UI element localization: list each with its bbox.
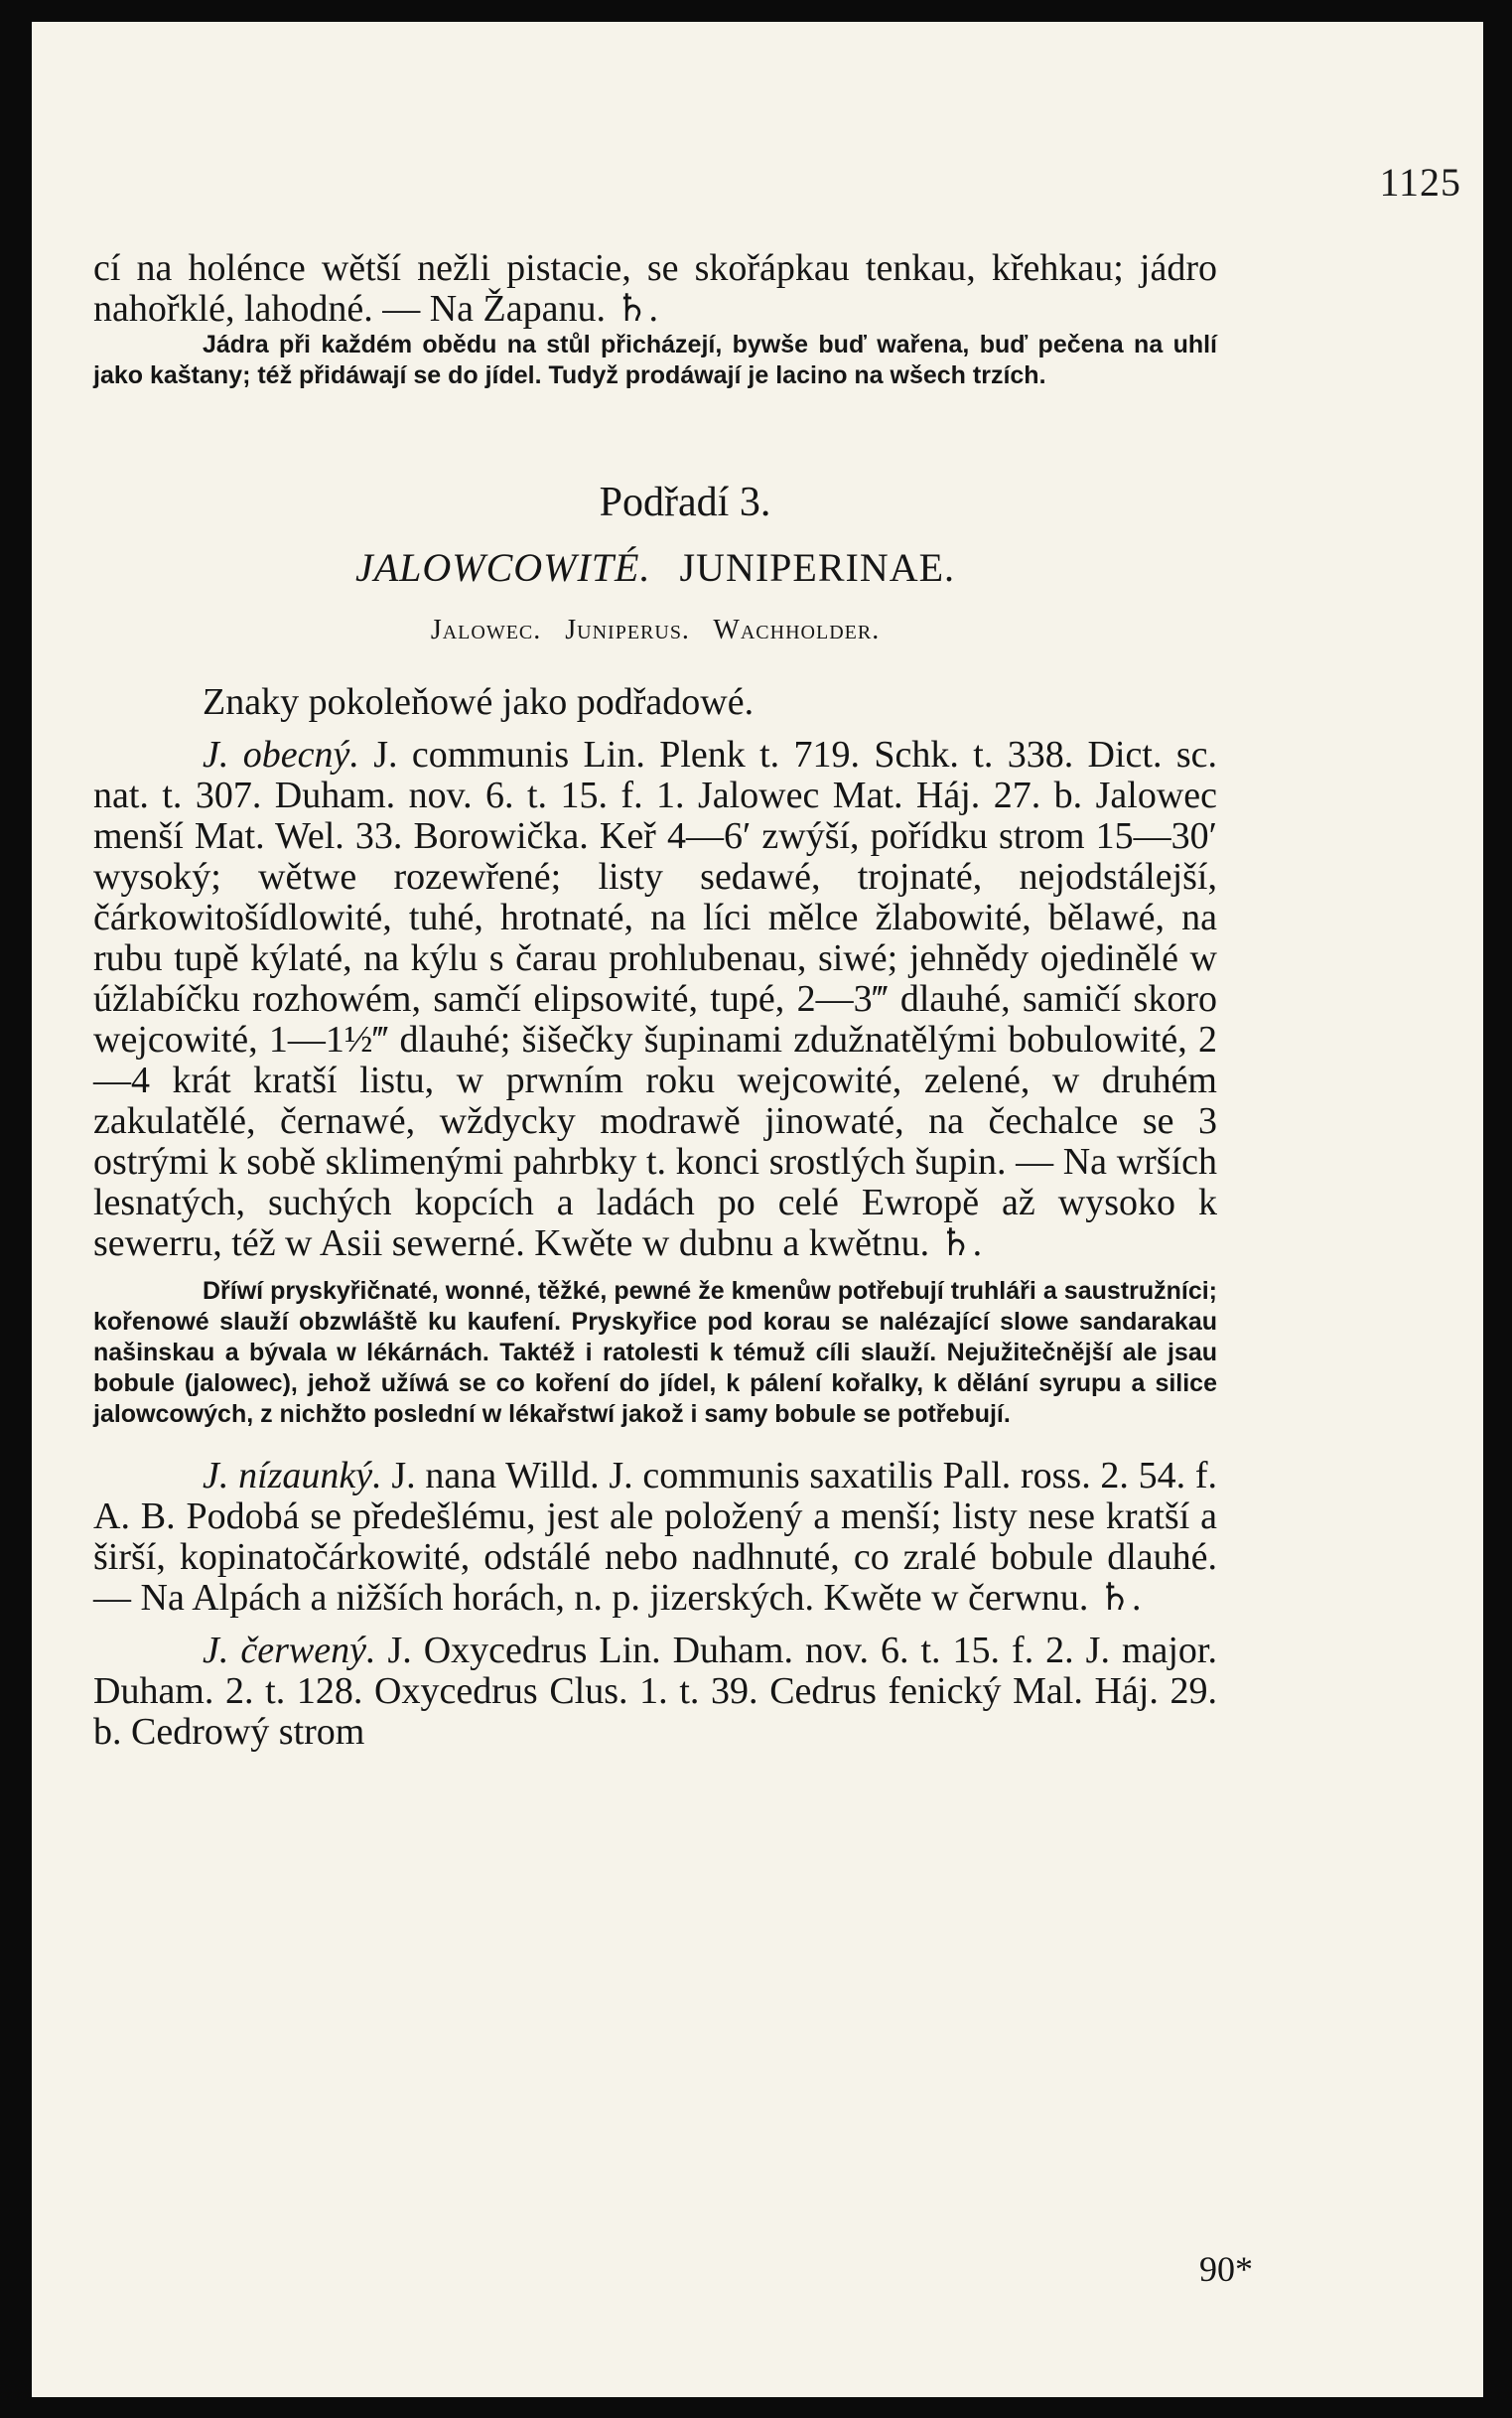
species-entry-dwarf: [93, 1456, 1217, 1619]
species-name-red: J. čerwený.: [203, 1630, 376, 1671]
species-entry-red: [93, 1631, 1217, 1753]
species-text-red: J. Oxycedrus Lin. Duham. nov. 6. t. 15. f. 2. J. major. Duham. 2. t. 128. Oxycedrus Clus. 1. t. 39. Cedrus fenický Mal. Háj. 29. b. Cedrowý strom: [93, 1630, 1217, 1753]
page-number: 1125: [1379, 160, 1461, 205]
family-latin-name: JUNIPERINAE.: [679, 545, 956, 590]
species-entry-common: [93, 735, 1217, 1264]
family-heading: [93, 544, 1217, 591]
book-page: [32, 22, 1483, 2397]
paragraph-intro: cí na holénce wětší nežli pistacie, se skořápkau tenkau, křehkau; jádro nahořklé, lahodné. — Na Žapanu. ♄.: [93, 247, 1217, 330]
family-czech-name: JALOWCOWITÉ.: [354, 545, 651, 590]
note-common-juniper: Dříwí pryskyřičnaté, wonné, těžké, pewné že kmenůw potřebují truhláři a saustružníci; kořenowé slauží obzwláště ku kaufení. Pryskyřice pod korau se nalézající slowe sandarakau našinskau a bývala w lékárnách. Taktéž i ratolesti k témuž cíli slauží. Nejužitečnější ale jsau bobule (jalowec), jehož užíwá se co koření do jídel, k pálení kořalky, k dělání syrupu a silice jalowcowých, z nichžto poslední w lékařstwí jakož i samy bobule se potřebují.: [93, 1277, 1217, 1428]
text-column: [93, 248, 1217, 1753]
species-name-dwarf: J. nízaunký.: [203, 1455, 382, 1496]
note-usage: Jádra při každém obědu na stůl přicházejí, bywše buď wařena, buď pečena na uhlí jako kaštany; též přidáwají se do jídel. Tudyž prodáwají je lacino na wšech trzích.: [93, 331, 1217, 389]
species-name-common: J. obecný.: [203, 734, 359, 776]
subordo-heading: Podřadí 3.: [599, 480, 771, 525]
genus-heading: Jalowec. Juniperus. Wachholder.: [430, 615, 881, 645]
generic-characters: Znaky pokoleňowé jako podřadowé.: [203, 681, 755, 723]
species-text-dwarf: J. nana Willd. J. communis saxatilis Pall. ross. 2. 54. f. A. B. Podobá se předešlému, jest ale položený a menší; listy nese kratší a širší, kopinatočárkowité, odstálé nebo nadhnuté, co zralé bobule dlauhé. — Na Alpách a nižších horách, n. p. jizerských. Kwěte w čerwnu. ♄.: [93, 1455, 1217, 1619]
printer-signature: 90*: [1199, 2249, 1253, 2289]
species-text-common: J. communis Lin. Plenk t. 719. Schk. t. 338. Dict. sc. nat. t. 307. Duham. nov. 6. t. 15. f. 1. Jalowec Mat. Háj. 27. b. Jalowec menší Mat. Wel. 33. Borowička. Keř 4—6′ zwýší, pořídku strom 15—30′ wysoký; wětwe rozewřené; listy sedawé, trojnaté, nejodstálejší, čárkowitošídlowité, tuhé, hrotnaté, na líci mělce žlabowité, bělawé, na rubu tupě kýlaté, na kýlu s čarau prohlubenau, siwé; jehnědy ojedinělé w úžlabíčku rozhowém, samčí elipsowité, tupé, 2—3‴ dlauhé, samičí skoro wejcowité, 1—1½‴ dlauhé; šišečky šupinami zdužnatělými bobulowité, 2—4 krát kratší listu, w prwním roku wejcowité, zelené, w druhém zakulatělé, černawé, wždycky modrawě jinowaté, na čechalce se 3 ostrými k sobě sklimenými pahrbky t. konci srostlých šupin. — Na wrších lesnatých, suchých kopcích a ladách po celé Ewropě až wysoko k sewerru, též w Asii sewerné. Kwěte w dubnu a kwětnu. ♄.: [93, 734, 1218, 1264]
